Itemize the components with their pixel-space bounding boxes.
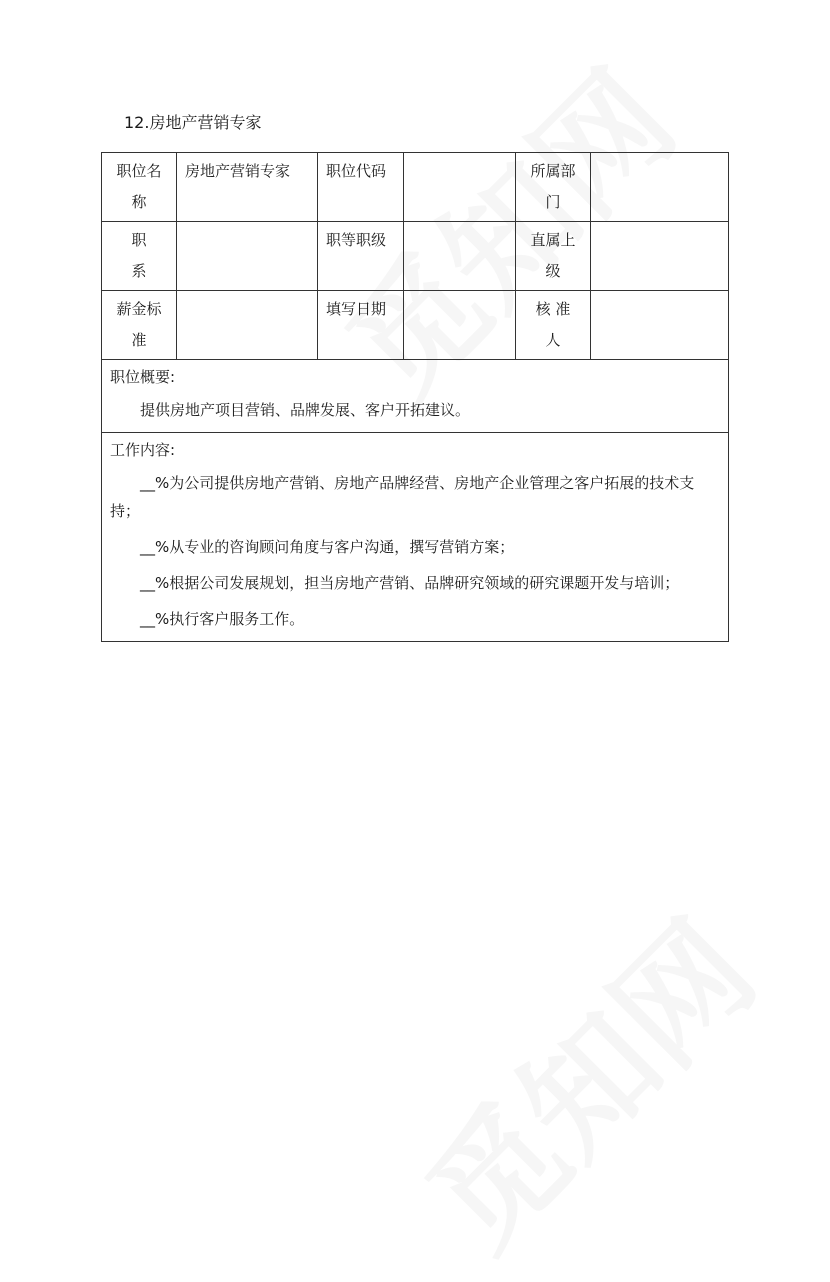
table-row [102, 153, 729, 222]
table-row [102, 291, 729, 360]
label-line: 直属上 [530, 231, 576, 249]
label-line: 系 [131, 262, 147, 280]
duties-row [102, 433, 729, 642]
job-info-table [101, 152, 729, 642]
label-line: 称 [131, 193, 147, 211]
label-line: 职位名 [116, 162, 162, 180]
value-cell [591, 222, 729, 291]
duty-item: __%从专业的咨询顾问角度与客户沟通，撰写营销方案； [140, 538, 515, 556]
table-row [102, 222, 729, 291]
label-line: 所属部 [530, 162, 576, 180]
label-line: 人 [545, 331, 561, 349]
value-cell [404, 153, 516, 222]
document-title: 12.房地产营销专家 [124, 113, 262, 132]
label-line: 准 [131, 331, 147, 349]
value-cell [177, 222, 318, 291]
label-cell [102, 222, 177, 291]
label-cell [102, 291, 177, 360]
summary-row [102, 360, 729, 433]
watermark [380, 874, 788, 1282]
summary-heading: 职位概要: [110, 368, 176, 386]
value-cell [404, 291, 516, 360]
value-cell [404, 222, 516, 291]
value-cell [591, 153, 729, 222]
label-cell: 职等职级 [318, 222, 404, 291]
label-cell [516, 222, 591, 291]
label-cell [516, 291, 591, 360]
label-line: 级 [545, 262, 561, 280]
duties-cell [102, 433, 729, 642]
duty-item: __%为公司提供房地产营销、房地产品牌经营、房地产企业管理之客户拓展的技术支持； [110, 474, 695, 520]
label-line: 核 准 [535, 300, 571, 318]
label-cell: 职位代码 [318, 153, 404, 222]
duty-item: __%根据公司发展规划，担当房地产营销、品牌研究领域的研究课题开发与培训； [140, 574, 680, 592]
label-line: 职 [131, 231, 147, 249]
value-cell [177, 291, 318, 360]
label-line: 薪金标 [116, 300, 162, 318]
label-cell [102, 153, 177, 222]
duties-heading: 工作内容: [110, 441, 176, 459]
value-cell [591, 291, 729, 360]
summary-cell [102, 360, 729, 433]
label-cell: 填写日期 [318, 291, 404, 360]
value-cell: 房地产营销专家 [177, 153, 318, 222]
label-line: 门 [545, 193, 561, 211]
duty-item: __%执行客户服务工作。 [140, 610, 305, 628]
summary-text: 提供房地产项目营销、品牌发展、客户开拓建议。 [140, 401, 471, 419]
label-cell [516, 153, 591, 222]
